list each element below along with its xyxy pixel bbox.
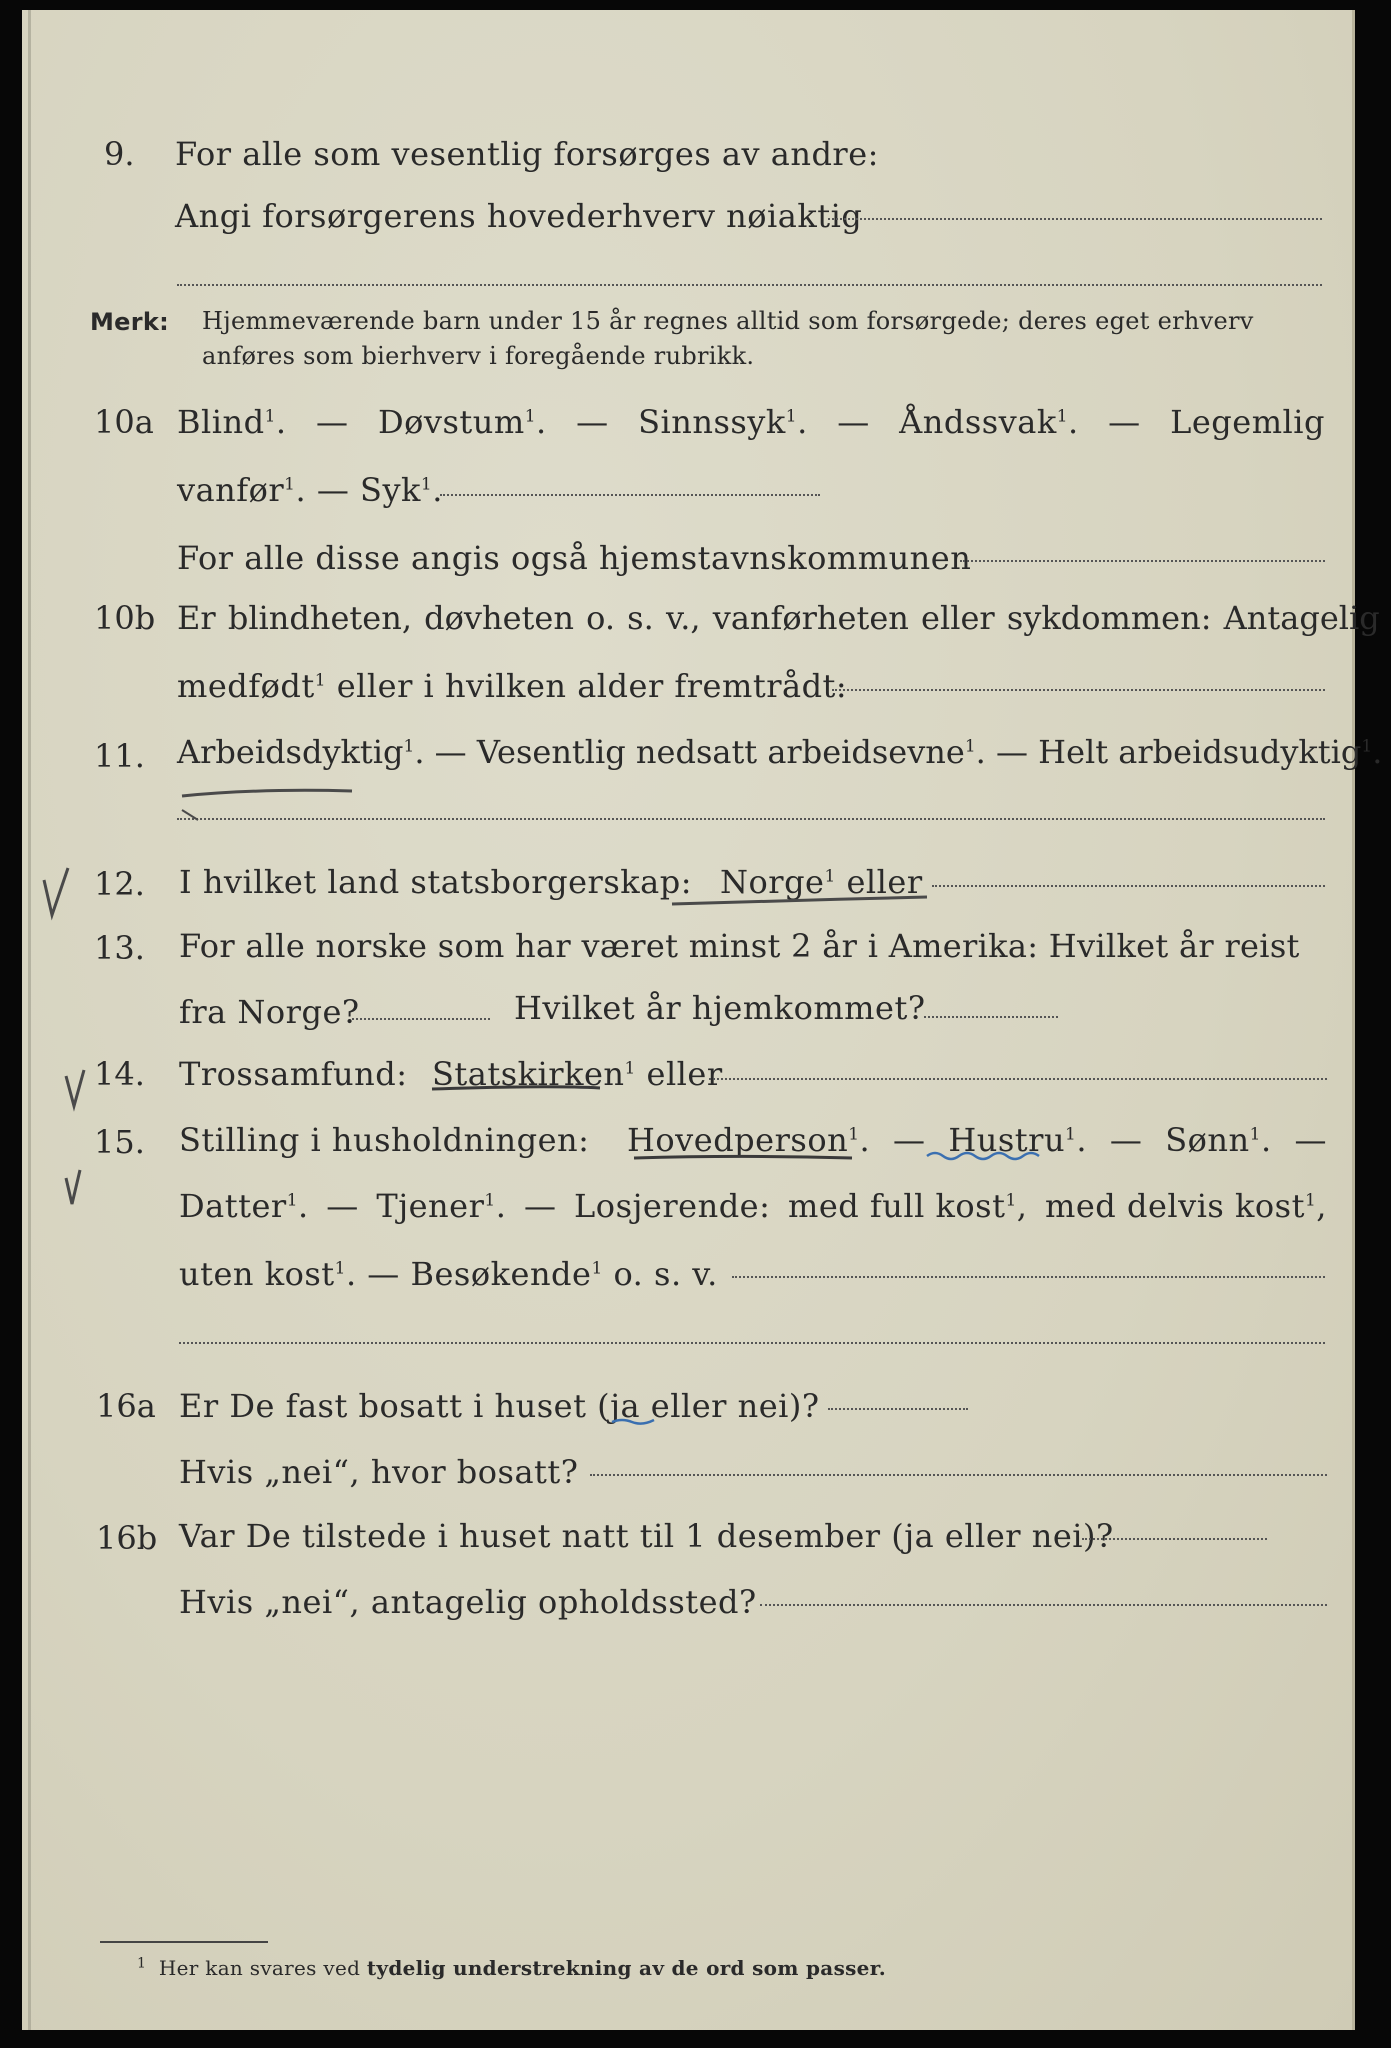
footnote-mark: 1 [1065, 1124, 1077, 1145]
dash: — [837, 403, 870, 441]
q10a-number: 10a [94, 403, 154, 441]
q15-label: Stilling i husholdningen: [179, 1121, 590, 1159]
q10a-blind[interactable]: Blind [177, 403, 265, 441]
merk-line2: anføres som bierhverv i foregående rubrikk. [202, 342, 755, 370]
footnote-mark: 1 [484, 1190, 496, 1211]
q15-line1-options: Hovedperson$^1$. — Hustru$^1$. — Sønn$^1$. — [627, 1121, 1327, 1159]
q10a-andssvak[interactable]: Åndssvak [899, 403, 1057, 441]
q16a-ja[interactable]: ja [610, 1387, 641, 1425]
q15-hovedperson-underline [634, 1157, 852, 1159]
q10a-legemlig[interactable]: Legemlig [1170, 403, 1325, 441]
merk-line1: Hjemmeværende barn under 15 år regnes alltid som forsørgede; deres eget erhverv [202, 307, 1254, 335]
census-form-page [22, 10, 1383, 2030]
dash: — [434, 733, 467, 771]
q15-delvis-kost[interactable]: med delvis kost [1045, 1187, 1305, 1225]
footnote-mark: 1 [1249, 1124, 1261, 1145]
footnote-mark: 1 [286, 1190, 299, 1211]
q15-uten-kost[interactable]: uten kost [179, 1255, 335, 1293]
q10a-line2: vanfør$^1$. — Syk$^1$. [177, 471, 443, 509]
q9-number: 9. [104, 135, 135, 173]
q11-vesentlig-nedsatt[interactable]: Vesentlig nedsatt arbeidsevne [476, 733, 965, 771]
dash: — [1108, 403, 1141, 441]
q10b-line1: Er blindheten, døvheten o. s. v., vanførheten eller sykdommen: Antagelig [177, 599, 1380, 637]
q15-datter[interactable]: Datter [179, 1187, 287, 1225]
footnote-text-a: Her kan svares ved [158, 1956, 367, 1980]
q10a-vanfor[interactable]: vanfør [177, 471, 285, 509]
q12-norge[interactable]: Norge [720, 863, 825, 901]
dash: — [893, 1121, 926, 1159]
q10a-dovstum[interactable]: Døvstum [377, 403, 525, 441]
q10a-sinnssyk[interactable]: Sinnssyk [638, 403, 786, 441]
q13-line1: For alle norske som har været minst 2 år i Amerika: Hvilket år reist [179, 927, 1300, 965]
q15-sonn[interactable]: Sønn [1165, 1121, 1250, 1159]
q15-full-kost[interactable]: med full kost [787, 1187, 1006, 1225]
footnote-mark: 1 [1056, 406, 1069, 427]
q12-label: I hvilket land statsborgerskap: [179, 863, 692, 901]
q10a-line1: Blind$^1$. — Døvstum$^1$. — Sinnssyk$^1$. — Åndssvak$^1$. — Legemlig [177, 403, 1325, 441]
q16b-line1: Var De tilstede i huset natt til 1 desember (ja eller nei)? [179, 1517, 1114, 1555]
q16a-line1b: eller nei)? [640, 1387, 820, 1425]
dash: — [316, 471, 350, 509]
footnote-mark: 1 [420, 474, 433, 495]
q11-pencil-tick [182, 810, 198, 820]
q16b-number: 16b [96, 1519, 158, 1557]
q16a-line2: Hvis „nei“, hvor bosatt? [179, 1453, 579, 1491]
footnote-mark: 1 [624, 1058, 636, 1079]
q14-eller: eller [646, 1055, 723, 1093]
q15-besokende[interactable]: Besøkende [410, 1255, 592, 1293]
q12-norge-underline [672, 897, 927, 904]
q15-hustru[interactable]: Hustru [948, 1121, 1066, 1159]
q15-hovedperson[interactable]: Hovedperson [627, 1121, 849, 1159]
footnote-mark: 1 [314, 670, 327, 691]
q13-line2a: fra Norge? [179, 993, 360, 1031]
q14-statskirken[interactable]: Statskirken [432, 1055, 625, 1093]
footnote-mark: 1 [824, 866, 836, 887]
q11-number: 11. [94, 737, 145, 775]
q10a-line3: For alle disse angis også hjemstavnskommunen [177, 539, 972, 577]
footnote-mark: 1 [785, 406, 798, 427]
q10a-syk[interactable]: Syk [360, 471, 421, 509]
dash: — [1294, 1121, 1327, 1159]
q14-statskirken-underline [432, 1087, 600, 1089]
q12-eller: eller [846, 863, 923, 901]
footnote-mark: 1 [848, 1124, 860, 1145]
q15-tjener[interactable]: Tjener [376, 1187, 485, 1225]
q15-osv: o. s. v. [613, 1255, 718, 1293]
dash: — [316, 403, 349, 441]
dash: — [1109, 1121, 1143, 1159]
dash: — [523, 1187, 557, 1225]
q15-number: 15. [94, 1123, 145, 1161]
q10b-medfodt[interactable]: medfødt [177, 667, 315, 705]
footnote-mark: 1 [403, 736, 415, 757]
q9-line1: For alle som vesentlig forsørges av andre: [175, 135, 879, 173]
dash: — [367, 1255, 400, 1293]
q11-line1: Arbeidsdyktig$^1$. — Vesentlig nedsatt arbeidsevne$^1$. — Helt arbeidsudyktig$^1$. [177, 733, 1383, 771]
footnote-mark: 1 [334, 1258, 346, 1279]
q13-number: 13. [94, 929, 145, 967]
q12-number: 12. [94, 865, 145, 903]
footnote-mark: 1 [1005, 1190, 1017, 1211]
q16b-line2: Hvis „nei“, antagelig opholdssted? [179, 1583, 757, 1621]
dash: — [326, 1187, 359, 1225]
q14-check-mark [66, 1070, 84, 1106]
q16a-ja-underline [612, 1420, 654, 1424]
footnote-mark: 1 [964, 736, 976, 757]
q12-check-mark [44, 868, 68, 915]
footnote-marker: 1 [137, 1955, 147, 1972]
q11-helt-udyktig[interactable]: Helt arbeidsudyktig [1038, 733, 1362, 771]
q14-label: Trossamfund: [179, 1055, 408, 1093]
merk-label: Merk: [90, 308, 170, 336]
footnote-text-b: tydelig understrekning av de ord som passer. [366, 1956, 886, 1980]
q13-line2b: Hvilket år hjemkommet? [514, 989, 926, 1027]
q16a-line1a: Er De fast bosatt i huset ( [179, 1387, 611, 1425]
footnote-mark: 1 [591, 1258, 603, 1279]
footnote-mark: 1 [284, 474, 296, 495]
q9-line2: Angi forsørgerens hovederhverv nøiaktig [175, 197, 863, 235]
q15-line2-options: Datter$^1$. — Tjener$^1$. — Losjerende: med full kost$^1$, med delvis kost$^1$, [179, 1187, 1327, 1225]
q10b-line2-rest: eller i hvilken alder fremtrådt: [336, 667, 848, 705]
q15-hustru-underline [927, 1153, 1039, 1159]
q16a-number: 16a [96, 1387, 156, 1425]
q15-losjerende: Losjerende: [574, 1187, 771, 1225]
dash: — [996, 733, 1028, 771]
footnote-mark: 1 [1361, 736, 1373, 757]
q15-line3-options: uten kost$^1$. — Besøkende$^1$ o. s. v. [179, 1255, 718, 1293]
footnote-mark: 1 [264, 406, 276, 427]
q11-arbeidsdyktig[interactable]: Arbeidsdyktig [177, 733, 404, 771]
handwritten-marks [22, 10, 1352, 2030]
q15-check-mark [66, 1170, 80, 1204]
q14-number: 14. [94, 1055, 145, 1093]
footnote-mark: 1 [1304, 1190, 1317, 1211]
footnote-mark: 1 [524, 406, 537, 427]
q10b-number: 10b [94, 599, 156, 637]
q11-arbeidsdyktig-underline [182, 790, 352, 796]
dash: — [576, 403, 609, 441]
